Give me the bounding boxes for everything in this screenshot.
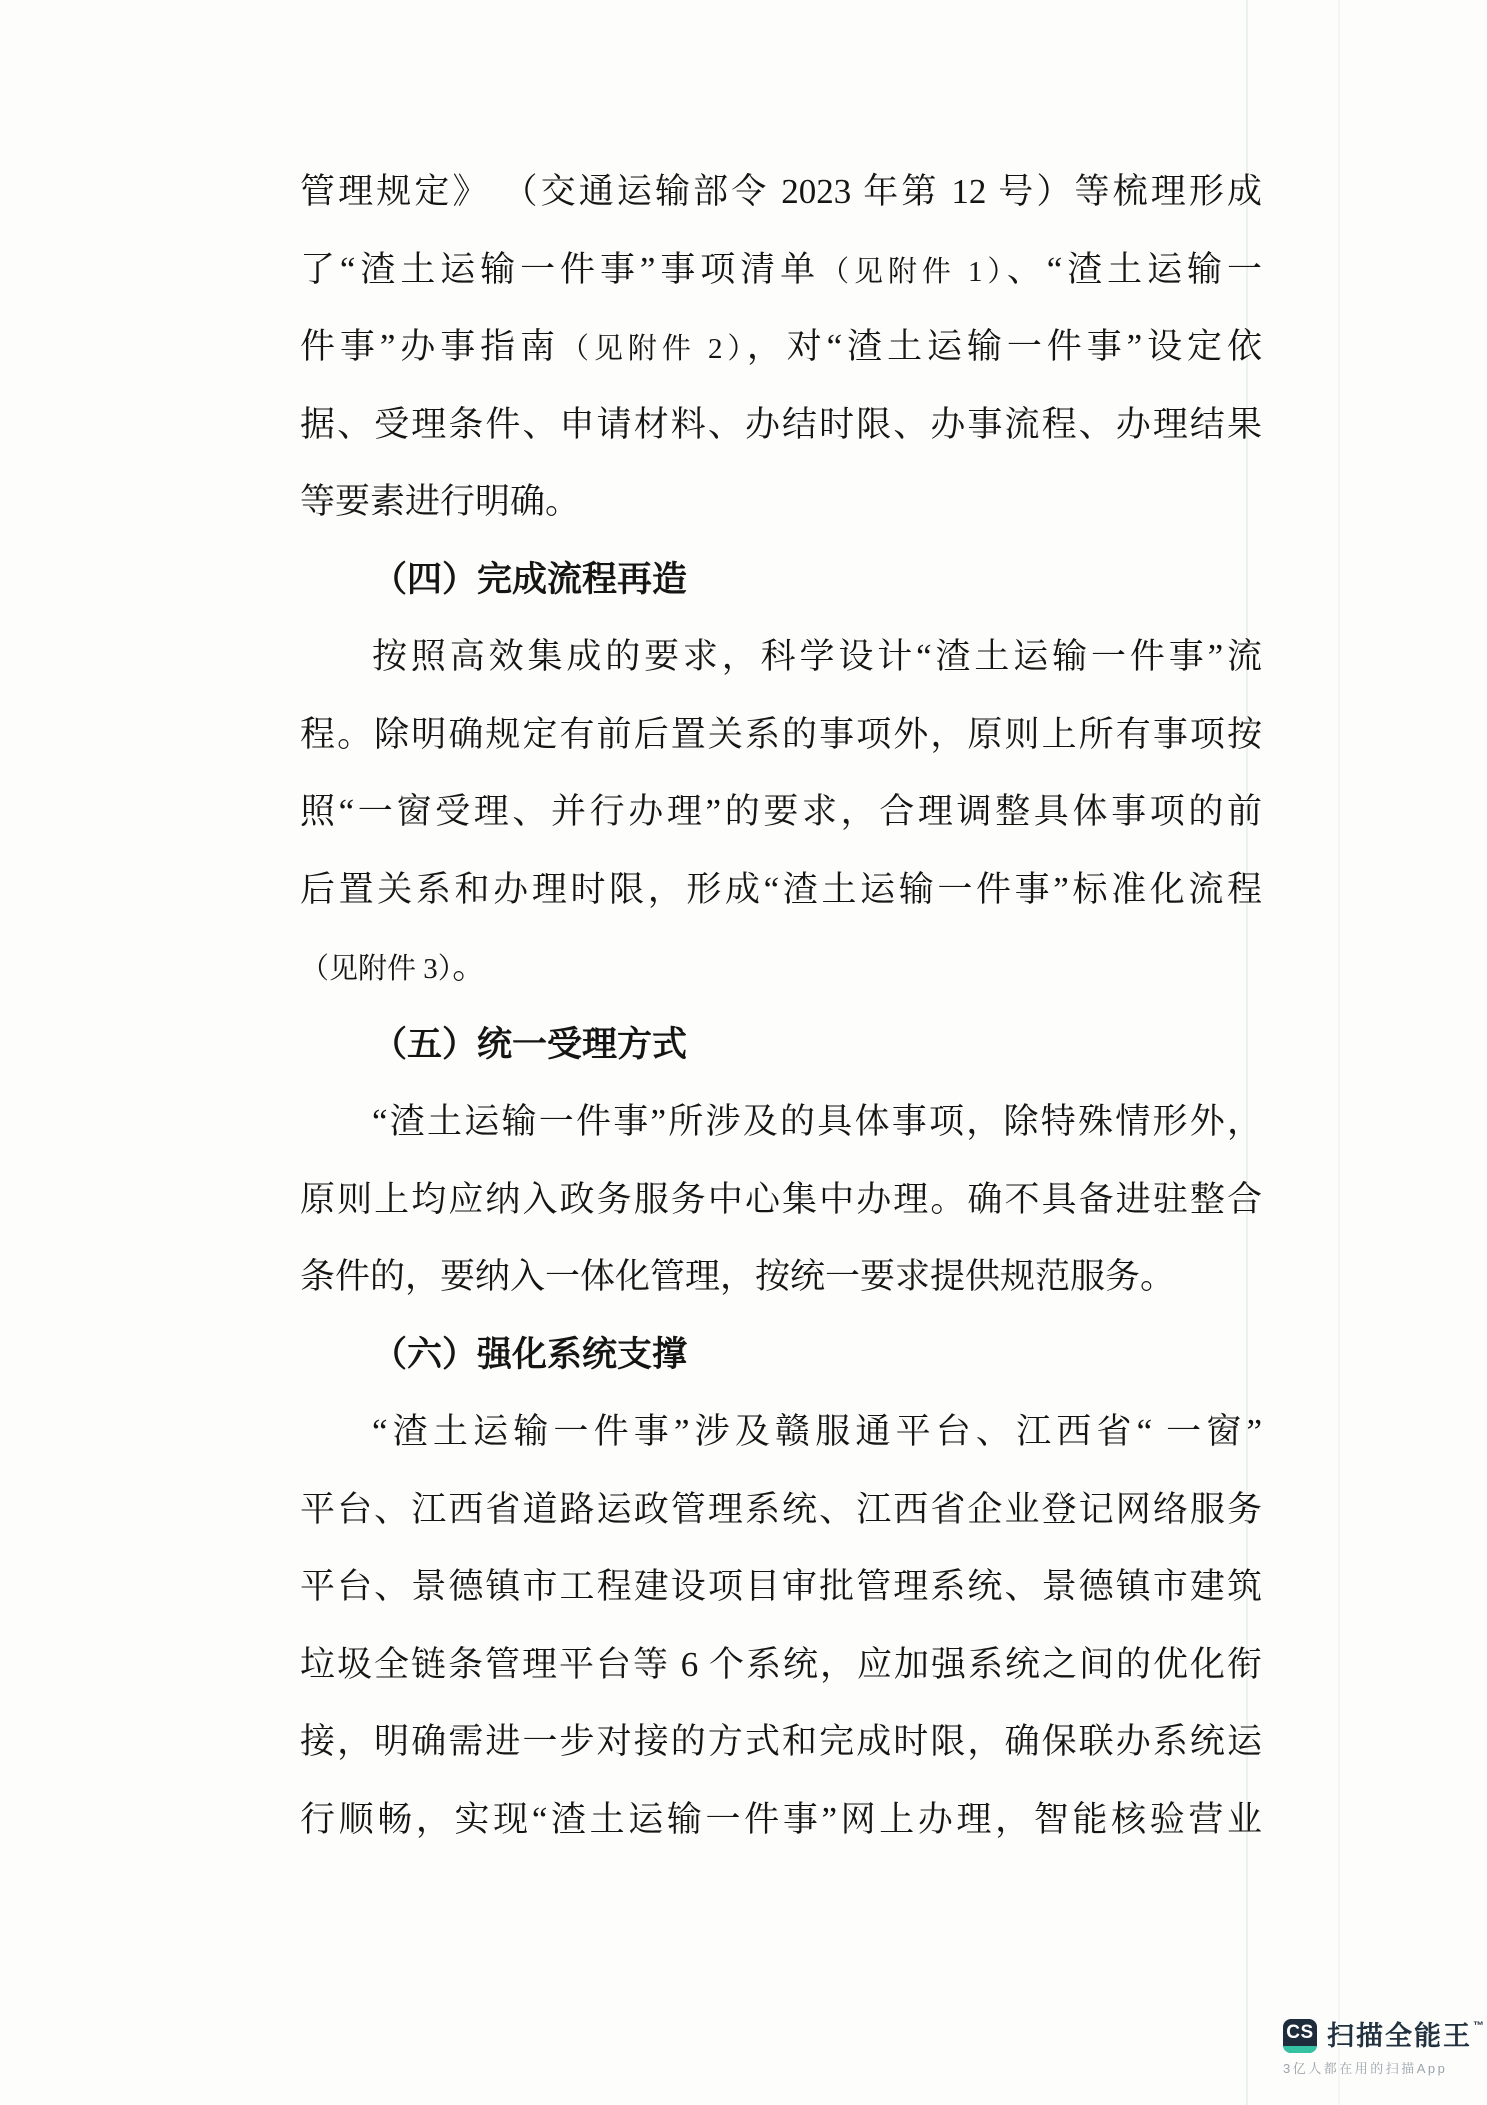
scan-fold-artifact xyxy=(1338,0,1340,2105)
camscanner-watermark xyxy=(1283,2019,1486,2077)
section-heading: （五）统一受理方式 xyxy=(372,1024,688,1064)
document-line: “渣土运输一件事”涉及赣服通平台、江西省“ 一窗” xyxy=(372,1412,1262,1451)
document-line: 原则上均应纳入政务服务中心集中办理。确不具备进驻整合 xyxy=(300,1179,1262,1219)
document-line xyxy=(300,928,1262,1006)
attachment-reference: （见附件 2） xyxy=(560,333,747,365)
document-line xyxy=(300,308,1262,386)
document-line: 接，明确需进一步对接的方式和完成时限，确保联办系统运 xyxy=(300,1722,1262,1761)
document-line: 条件的，要纳入一体化管理，按统一要求提供规范服务。 xyxy=(300,1257,1176,1296)
line-segment: ，对“渣土运输一件事”设定依 xyxy=(746,327,1262,366)
camscanner-logo-icon xyxy=(1283,2019,1317,2053)
document-line: 管理规定》 （交通运输部令 2023 年第 12 号）等梳理形成 xyxy=(300,172,1262,211)
app-tagline: 3亿人都在用的扫描App xyxy=(1283,2061,1448,2076)
line-segment: 、“渣土运输一 xyxy=(1006,249,1262,289)
line-segment: 了“渣土运输一件事”事项清单 xyxy=(300,249,821,289)
line-segment: 件事”办事指南 xyxy=(300,327,561,366)
document-text-block xyxy=(300,153,1262,1858)
section-heading: （四）完成流程再造 xyxy=(372,559,688,599)
logo-teal-strip xyxy=(1283,2046,1317,2053)
cs-monogram: CS xyxy=(1286,2022,1314,2043)
document-line: 平台、景德镇市工程建设项目审批管理系统、景德镇市建筑 xyxy=(300,1567,1262,1606)
attachment-reference: （见附件 1） xyxy=(820,255,1007,288)
document-line: 行顺畅，实现“渣土运输一件事”网上办理，智能核验营业 xyxy=(300,1799,1262,1839)
app-name xyxy=(1327,2019,1486,2053)
trademark-symbol: ™ xyxy=(1473,2020,1486,2032)
document-line: 据、受理条件、申请材料、办结时限、办事流程、办理结果 xyxy=(300,404,1262,444)
camscanner-logo-row xyxy=(1283,2019,1486,2053)
document-line: 按照高效集成的要求，科学设计“渣土运输一件事”流 xyxy=(372,637,1262,676)
document-line: 后置关系和办理时限，形成“渣土运输一件事”标准化流程 xyxy=(300,869,1262,909)
document-line: 平台、江西省道路运政管理系统、江西省企业登记网络服务 xyxy=(300,1489,1262,1529)
document-line: 照“一窗受理、并行办理”的要求，合理调整具体事项的前 xyxy=(300,792,1262,831)
app-name-text: 扫描全能王 xyxy=(1327,2021,1472,2051)
attachment-reference: （见附件 3） xyxy=(300,953,453,985)
document-line: 垃圾全链条管理平台等 6 个系统，应加强系统之间的优化衔 xyxy=(300,1644,1262,1684)
document-line: 程。除明确规定有前后置关系的事项外，原则上所有事项按 xyxy=(300,714,1262,754)
document-line xyxy=(300,231,1262,309)
document-line: 等要素进行明确。 xyxy=(300,482,581,521)
document-line: “渣土运输一件事”所涉及的具体事项，除特殊情形外， xyxy=(372,1102,1262,1141)
section-heading: （六）强化系统支撑 xyxy=(372,1334,688,1374)
line-segment: 。 xyxy=(452,947,488,986)
